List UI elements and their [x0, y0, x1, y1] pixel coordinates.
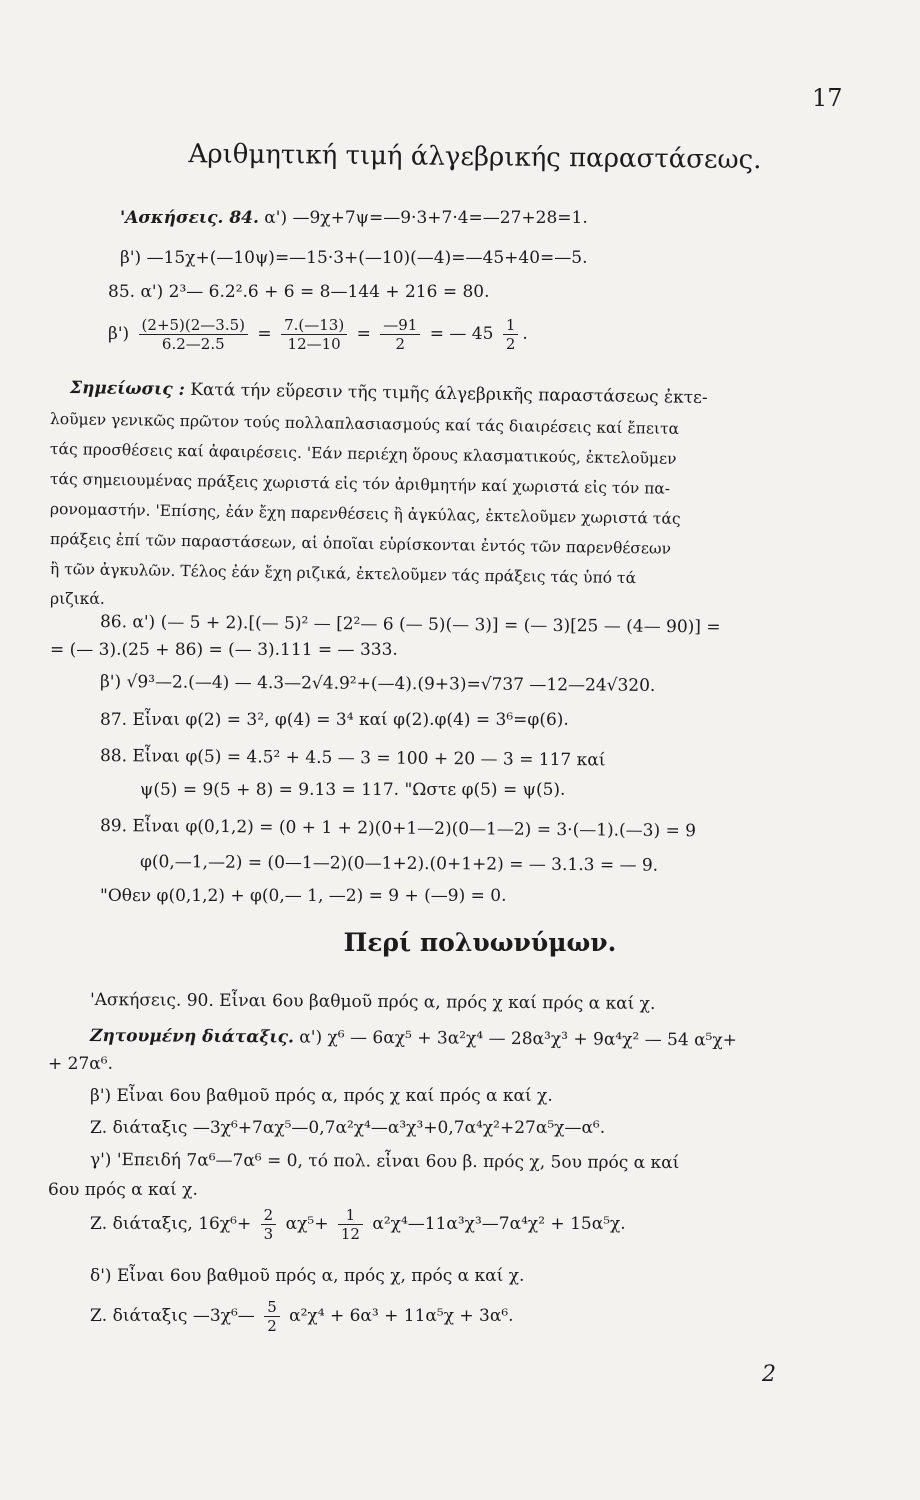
- exercise-90-line-2: Ζητουμένη διάταξις. α') χ⁶ — 6αχ⁵ + 3α²χ⁴ — 28α³χ³ + 9α⁴χ² — 54 α⁵χ+: [89, 1026, 738, 1051]
- exercise-87: 87. Εἶναι φ(2) = 3², φ(4) = 3⁴ καί φ(2).φ(4) = 3⁶=φ(6).: [100, 710, 569, 730]
- exercise-86-line-3: β') √9³—2.(—4) — 4.3—2√4.9²+(—4).(9+3)=√737 —12—24√320.: [99, 672, 656, 696]
- exercise-90-line-4: β') Εἶναι 6ου βαθμοῦ πρός α, πρός χ καί πρός α καί χ.: [90, 1086, 553, 1106]
- exercise-90-line-9: δ') Εἶναι 6ου βαθμοῦ πρός α, πρός χ, πρός α καί χ.: [90, 1266, 525, 1286]
- fraction: $\frac{—91}{2}$: [380, 316, 420, 353]
- exercise-86-line-1: 86. α') (— 5 + 2).[(— 5)² — [2²— 6 (— 5)(— 3)] = (— 3)[25 — (4— 90)] =: [99, 612, 721, 638]
- exercise-84-line-2: β') —15χ+(—10ψ)=—15·3+(—10)(—4)=—45+40=—5.: [120, 248, 588, 268]
- exercise-85-line-1: 85. α') 2³— 6.2².6 + 6 = 8—144 + 216 = 80.: [108, 282, 490, 302]
- fraction: $\frac{7.(—13)}{12—10}$: [281, 316, 347, 353]
- exercise-84-line-1: 'Ασκήσεις. 84. α') —9χ+7ψ=—9·3+7·4=—27+28=1.: [120, 208, 588, 228]
- fraction: $\frac{(2+5)(2—3.5)}{6.2—2.5}$: [139, 316, 248, 353]
- section-title-numeric-value: Αριθμητική τιμή άλγεβρικής παραστάσεως.: [188, 139, 762, 176]
- note-line-4: τάς σημειουμένας πράξεις χωριστά εἰς τόν ἀριθμητήν καί χωριστά εἰς τόν πα-: [49, 470, 671, 498]
- note-line-7: ἢ τῶν ἀγκυλῶν. Τέλος ἐάν ἔχη ριζικά, ἐκτελοῦμεν τάς πράξεις τάς ὑπό τά: [49, 560, 637, 588]
- note-line-3: τάς προσθέσεις καί ἀφαιρέσεις. 'Εάν περιέχη ὅρους κλασματικούς, ἐκτελοῦμεν: [49, 440, 677, 468]
- exercise-85-line-2: β') $\frac{(2+5)(2—3.5)}{6.2—2.5}$ = $\frac{7.(—13)}{12—10}$ = $\frac{—91}{2}$ = — 45 $\frac{1}{2}$ .: [108, 316, 528, 353]
- page-number: 17: [812, 84, 843, 112]
- exercise-86-line-2: = (— 3).(25 + 86) = (— 3).111 = — 333.: [50, 640, 398, 660]
- exercise-89-line-3: "Οθεν φ(0,1,2) + φ(0,— 1, —2) = 9 + (—9) = 0.: [100, 886, 507, 906]
- note-line-5: ρονομαστήν. 'Επίσης, ἐάν ἔχη παρενθέσεις ἢ ἀγκύλας, ἐκτελοῦμεν χωριστά τάς: [49, 500, 681, 528]
- exercise-90-line-1: 'Ασκήσεις. 90. Εἶναι 6ου βαθμοῦ πρός α, πρός χ καί πρός α καί χ.: [89, 990, 656, 1014]
- note-line-1: Σημείωσις : Κατά τήν εὕρεσιν τῆς τιμῆς άλγεβρικῆς παραστάσεως ἐκτε-: [69, 378, 708, 409]
- exercise-90-line-8: Ζ. διάταξις, 16χ⁶+ $\frac{2}{3}$ αχ⁵+ $\frac{1}{12}$ α²χ⁴—11α³χ³—7α⁴χ² + 15α⁵χ.: [90, 1206, 626, 1243]
- exercise-90-line-7: 6ου πρός α καί χ.: [48, 1180, 198, 1200]
- exercise-90-line-5: Ζ. διάταξις —3χ⁶+7αχ⁵—0,7α²χ⁴—α³χ³+0,7α⁴χ²+27α⁵χ—α⁶.: [90, 1118, 606, 1138]
- fraction: $\frac{1}{12}$: [338, 1206, 363, 1243]
- note-line-2: λοῦμεν γενικῶς πρῶτον τούς πολλαπλασιασμούς καί τάς διαιρέσεις καί ἔπειτα: [49, 410, 680, 438]
- fraction: $\frac{2}{3}$: [261, 1206, 277, 1243]
- section-title-polynomials: Περί πολυωνύμων.: [343, 928, 617, 957]
- exercise-90-line-10: Ζ. διάταξις —3χ⁶— $\frac{5}{2}$ α²χ⁴ + 6α³ + 11α⁵χ + 3α⁶.: [90, 1298, 514, 1335]
- exercise-88-line-2: ψ(5) = 9(5 + 8) = 9.13 = 117. "Ωστε φ(5) = ψ(5).: [140, 780, 566, 800]
- exercise-89-line-1: 89. Εἶναι φ(0,1,2) = (0 + 1 + 2)(0+1—2)(0—1—2) = 3·(—1).(—3) = 9: [99, 816, 697, 842]
- fraction: $\frac{1}{2}$: [503, 316, 519, 353]
- exercise-90-line-6: γ') 'Επειδή 7α⁶—7α⁶ = 0, τό πολ. εἶναι 6ου β. πρός χ, 5ου πρός α καί: [89, 1150, 680, 1174]
- exercise-89-line-2: φ(0,—1,—2) = (0—1—2)(0—1+2).(0+1+2) = — 3.1.3 = — 9.: [139, 852, 659, 876]
- exercise-90-line-3: + 27α⁶.: [48, 1054, 113, 1074]
- note-line-8: ριζικά.: [50, 590, 105, 608]
- note-line-6: πράξεις ἐπί τῶν παραστάσεων, αἱ ὁποῖαι εὑρίσκονται ἐντός τῶν παρενθέσεων: [49, 530, 672, 558]
- fraction: $\frac{5}{2}$: [264, 1298, 280, 1335]
- footer-signature-number: 2: [762, 1362, 776, 1387]
- exercise-88-line-1: 88. Εἶναι φ(5) = 4.5² + 4.5 — 3 = 100 + 20 — 3 = 117 καί: [99, 746, 606, 771]
